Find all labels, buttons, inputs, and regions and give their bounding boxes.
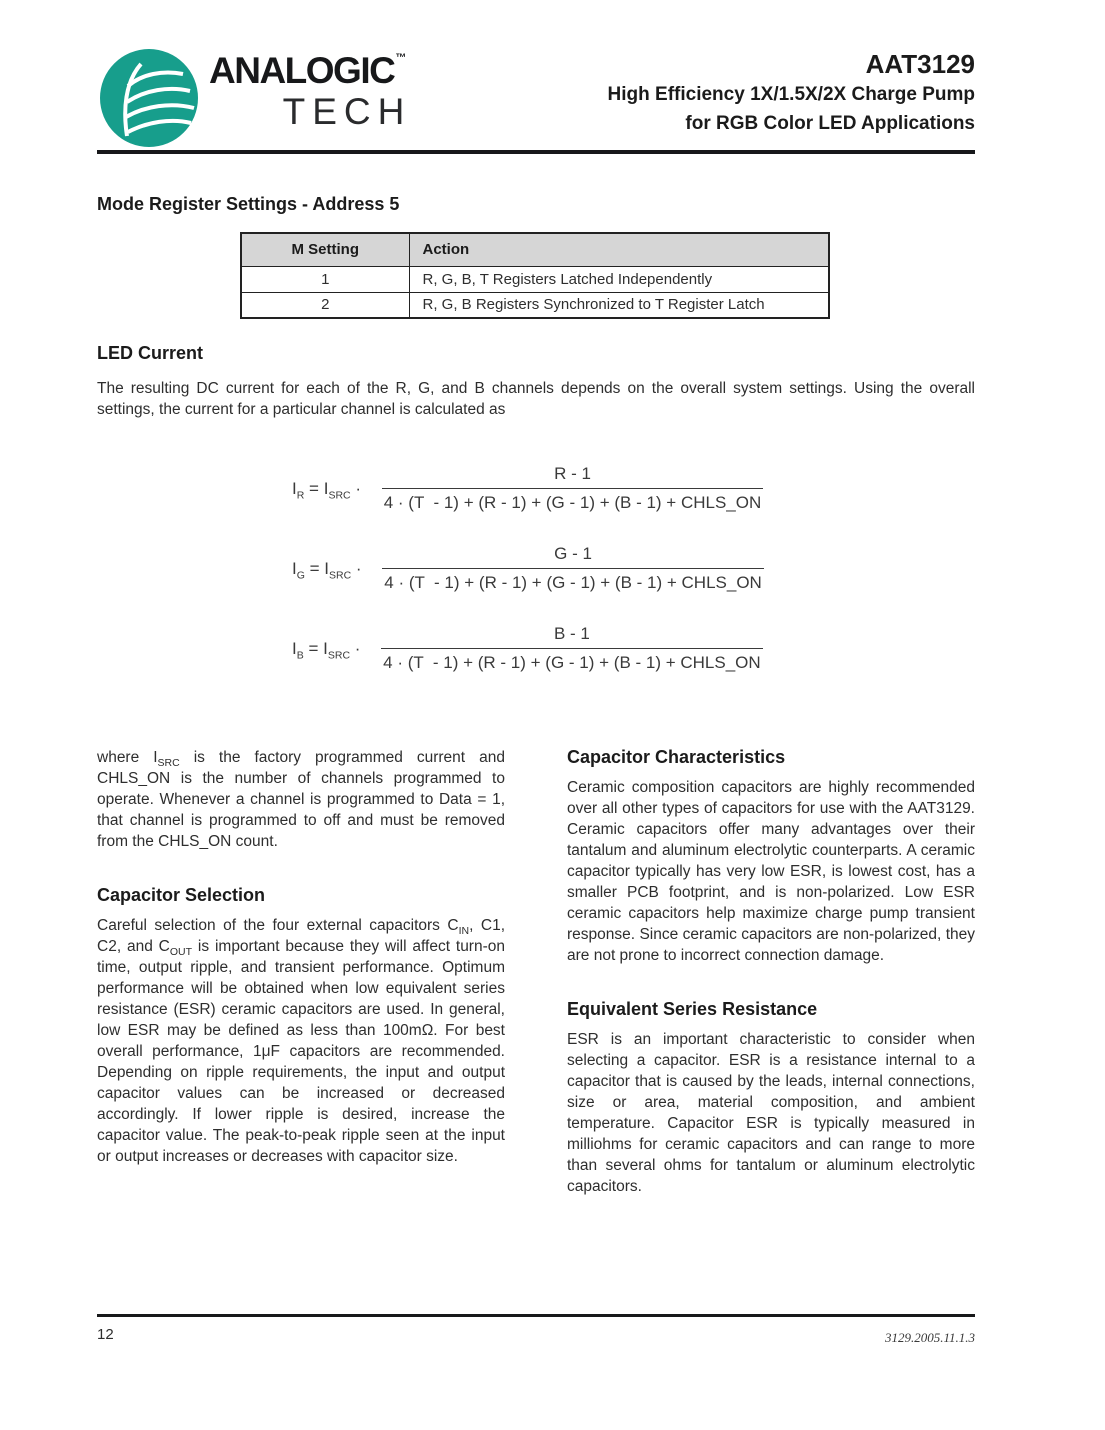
capacitor-selection-heading: Capacitor Selection [97, 885, 266, 905]
formula-lhs: $I_R = I_{SRC}$ · [292, 478, 366, 501]
m-setting-value: 1 [241, 266, 409, 292]
part-number: AAT3129 [865, 49, 975, 79]
trademark-symbol: ™ [395, 52, 407, 64]
formula-denominator: 4 · (T - 1) + (R - 1) + (G - 1) + (B - 1) + CHLS_ON [382, 568, 764, 593]
where-paragraph: where $I_{SRC}$ is the factory programmed current and CHLS_ON is the number of channels programmed to operate. Whenever a channel is programmed to Data = 1, that channel is programmed to off and must be removed from the CHLS_ON count. [97, 749, 505, 850]
action-value: R, G, B, T Registers Latched Independently [409, 266, 829, 292]
table-row [241, 266, 829, 292]
formula-fraction [382, 544, 764, 593]
esr-heading: Equivalent Series Resistance [567, 999, 818, 1019]
m-setting-value: 2 [241, 292, 409, 318]
doc-revision-code: 3129.2005.11.1.3 [884, 1330, 975, 1345]
product-title-line2: for RGB Color LED Applications [685, 113, 975, 135]
page-header [97, 0, 975, 148]
formula-lhs: $I_B = I_{SRC}$ · [292, 638, 366, 661]
capacitor-characteristics-paragraph: Ceramic composition capacitors are highly recommended over all other types of capacitors for use with the AAT3129. Ceramic capacitors offer many advantages over their tantalum and aluminum electrolytic counterparts. A ceramic capacitor typically has very low ESR, is lowest cost, has a smaller PCB footprint, and is non-polarized. Low ESR ceramic capacitors help maximize charge pump transient response. Since ceramic capacitors are non-polarized, they are not prone to incorrect connection damage. [567, 779, 975, 964]
analogictech-leaf-logo-icon [97, 48, 201, 148]
formula-fraction [382, 464, 764, 513]
left-column [97, 747, 505, 1197]
brand-block [97, 48, 412, 148]
led-current-intro: The resulting DC current for each of the R, G, and B channels depends on the overall system settings. Using the overall settings, the current for a particular channel is calculated as [97, 380, 975, 418]
brand-wordmark [209, 50, 412, 132]
formula-numerator: G - 1 [554, 544, 592, 563]
action-value: R, G, B Registers Synchronized to T Register Latch [409, 292, 829, 318]
capacitor-selection-paragraph: Careful selection of the four external capacitors $C_{IN}$, C1, C2, and $C_{OUT}$ is important because they will affect turn-on time, output ripple, and transient performance. Optimum performance will be obtained when low equivalent series resistance (ESR) ceramic capacitors are used. In general, low ESR may be defined as less than 100mΩ. For best overall performance, 1μF capacitors are recommended. Depending on ripple requirements, the input and output capacitor values can be increased or decreased accordingly. If lower ripple is desired, increase the capacitor value. The peak-to-peak ripple seen at the input or output increases or decreases with capacitor size. [97, 917, 506, 1165]
header-rule [97, 150, 975, 154]
table-header-row [241, 233, 829, 266]
formula-denominator: 4 · (T - 1) + (R - 1) + (G - 1) + (B - 1) + CHLS_ON [382, 488, 764, 513]
page-footer [97, 1326, 975, 1346]
table-row [241, 292, 829, 318]
footer-rule [97, 1314, 975, 1317]
formula-lhs: $I_G = I_{SRC}$ · [292, 558, 367, 581]
title-block [608, 50, 975, 139]
brand-name: ANALOGIC [209, 50, 395, 91]
formula-numerator: R - 1 [554, 464, 591, 483]
formula-ig [292, 544, 975, 593]
two-column-section [97, 747, 975, 1197]
mode-register-heading: Mode Register Settings - Address 5 [97, 194, 400, 214]
right-column [567, 747, 975, 1197]
formula-numerator: B - 1 [553, 624, 590, 643]
formula-block [292, 464, 975, 673]
mode-register-table [240, 232, 830, 319]
formula-denominator: 4 · (T - 1) + (R - 1) + (G - 1) + (B - 1) + CHLS_ON [381, 648, 763, 673]
esr-paragraph: ESR is an important characteristic to consider when selecting a capacitor. ESR is a resistance internal to a capacitor that is caused by the leads, internal connections, size or area, material composition, and ambient temperature. Capacitor ESR is typically measured in milliohms for ceramic capacitors and can range to more than several ohms for tantalum or aluminum electrolytic capacitors. [567, 1031, 975, 1195]
brand-name-tech: TECH [282, 91, 412, 132]
capacitor-characteristics-heading: Capacitor Characteristics [567, 747, 786, 767]
formula-fraction [381, 624, 763, 673]
formula-ir [292, 464, 975, 513]
led-current-heading: LED Current [97, 343, 204, 363]
table-header-m-setting: M Setting [241, 233, 409, 266]
page-number: 12 [97, 1326, 114, 1343]
formula-ib [292, 624, 975, 673]
table-header-action: Action [409, 233, 829, 266]
product-title-line1: High Efficiency 1X/1.5X/2X Charge Pump [607, 83, 975, 105]
